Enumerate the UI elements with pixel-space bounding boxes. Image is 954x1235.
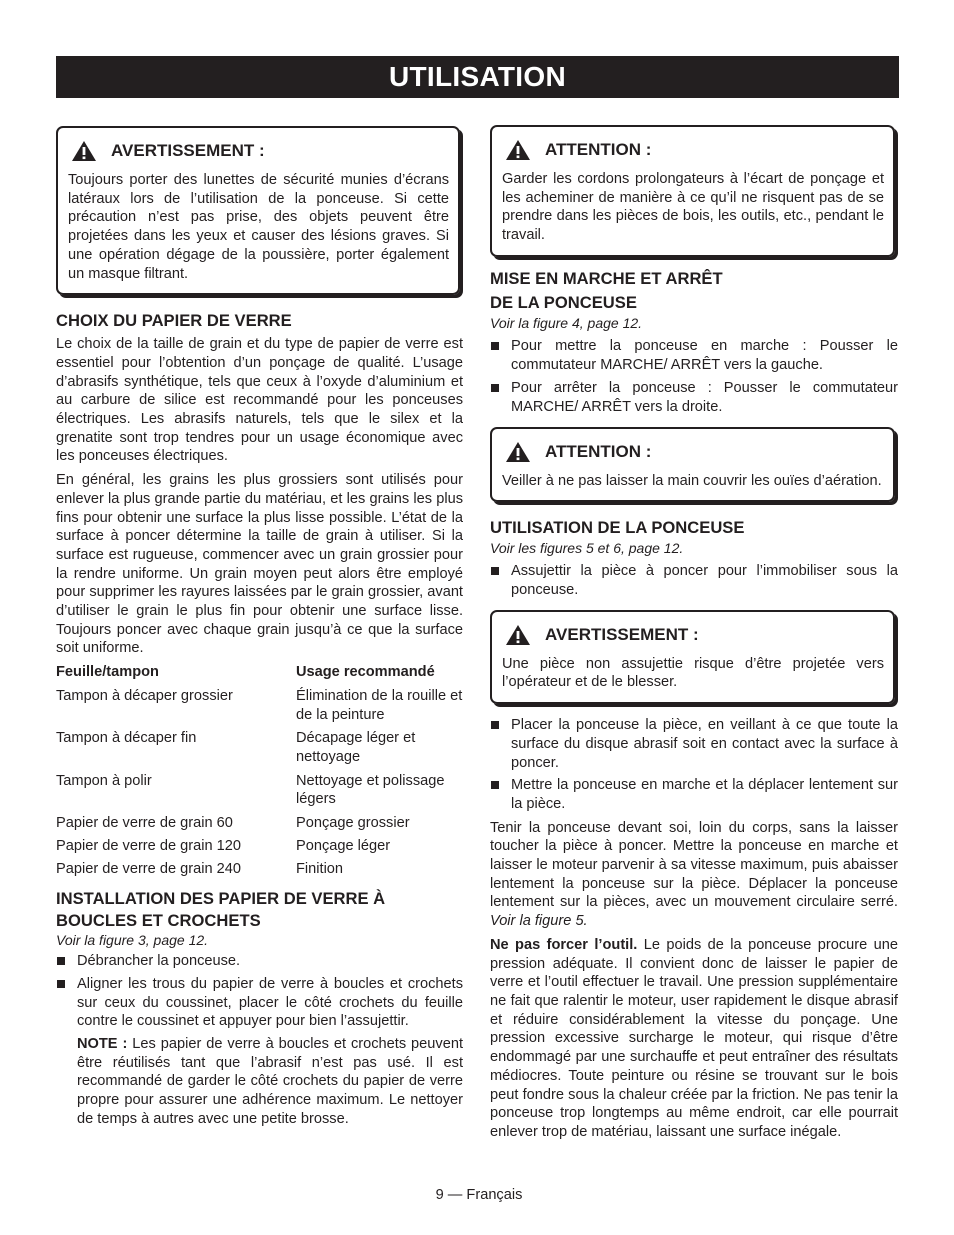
- table-cell: Tampon à polir: [56, 772, 152, 789]
- table-cell: Décapage léger et nettoyage: [296, 730, 416, 765]
- attention-header: [502, 139, 884, 161]
- section-heading-mise: [490, 267, 898, 315]
- warning-header: [502, 624, 884, 646]
- warning-box: [490, 610, 895, 704]
- table-row: [56, 860, 463, 879]
- sandpaper-table: [56, 663, 463, 878]
- list-item: Pour arrêter la ponceuse : Pousser le commutateur MARCHE/ ARRÊT vers la droite.: [490, 379, 898, 416]
- table-header-sheet: Feuille/tampon: [56, 664, 159, 681]
- force-paragraph: [490, 936, 898, 1142]
- note-label: NOTE :: [77, 1036, 128, 1053]
- heading-line: MISE EN MARCHE ET ARRÊT: [490, 268, 723, 288]
- choix-paragraph-2: En général, les grains les plus grossiers sont utilisés pour enlever la plus grande partie du matériau, et les grains les plus fins pour obtenir une surface la plus lisse possible. L’état de la surface à poncer détermine la taille de grain à utiliser. Si la surface est rugueuse, commencer avec un grain grossier pour la rendre uniforme. Un grain moyen peut alors être employé pour supprimer les rayures laissées par le grain grossier, avant d’utiliser le grain le plus fin pour obtenir une surface lisse. Toujours poncer avec chaque grain jusqu’à ce que la surface soit uniforme.: [56, 472, 463, 657]
- attention-header: [502, 441, 884, 463]
- table-row: [56, 687, 463, 729]
- attention-title: ATTENTION :: [545, 441, 652, 461]
- table-row: [56, 772, 463, 814]
- table-row: [56, 729, 463, 771]
- heading-line: DE LA PONCEUSE: [490, 292, 637, 312]
- table-cell: Tampon à décaper fin: [56, 730, 197, 747]
- list-item: Placer la ponceuse la pièce, en veillant à ce que toute la surface du disque abrasif soit en contact avec la surface à poncer.: [490, 716, 898, 772]
- warning-triangle-icon: [505, 441, 531, 463]
- list-item: Pour mettre la ponceuse en marche : Pousser le commutateur MARCHE/ ARRÊT vers la gauche.: [490, 337, 898, 374]
- utilisation-bullet-list: [490, 562, 898, 599]
- page-title-banner: UTILISATION: [56, 56, 899, 98]
- figure-reference: Voir la figure 3, page 12.: [56, 932, 209, 949]
- table-cell: Élimination de la rouille et de la peinture: [296, 687, 463, 723]
- warning-triangle-icon: [71, 140, 97, 162]
- figure-reference: Voir la figure 4, page 12.: [490, 314, 643, 331]
- paragraph-text: Le poids de la ponceuse procure une pression adéquate. Il convient donc de laisser le papier de verre et l’outil effectuer le travail. Une pression supplémentaire ne fait que ralentir le moteur, user rapidement le disque abrasif et réduire considérablement la vitesse du ponçage. Une pression excessive surcharge le moteur, qui risque d’être endommagé par une surchauffe et peut entraîner des résultats médiocres. Toute peinture ou résine se trouvant sur le bois peut fondre sous la chaleur créée par la friction. Ne pas tenir la ponceuse trop longtemps au même endroit, car elle pourrait enlever trop de matériau, laissant une surface inégale.: [490, 936, 899, 1140]
- figure-reference: Voir la figure 5.: [490, 913, 588, 930]
- mise-bullet-list: [490, 337, 898, 417]
- table-cell: Ponçage léger: [296, 837, 391, 854]
- section-heading-choix: CHOIX DU PAPIER DE VERRE: [56, 311, 292, 331]
- table-cell: Tampon à décaper grossier: [56, 687, 233, 704]
- paragraph-text: Tenir la ponceuse devant soi, loin du corps, sans la laisser toucher la pièce à poncer. Mettre la ponceuse en marche et laisser le moteur parvenir à sa vitesse maximum, puis abaisser lentement la ponceuse sur la pièce. Déplacer la ponceuse lentement sur la pièces, avec un mouvement circulaire serré.: [490, 819, 898, 911]
- figure-reference: Voir les figures 5 et 6, page 12.: [490, 540, 684, 557]
- list-item: Mettre la ponceuse en marche et la déplacer lentement sur la pièce.: [490, 776, 898, 813]
- placement-bullet-list: [490, 716, 898, 814]
- attention-title: ATTENTION :: [545, 140, 652, 159]
- warning-box: [56, 126, 460, 295]
- table-cell: Papier de verre de grain 120: [56, 837, 241, 854]
- table-row: [56, 837, 463, 860]
- note-text: Les papier de verre à boucles et crochets peuvent être réutilisés tant que l’abrasif n’est pas usé. Il est recommandé de garder le côté crochets du papier de verre propre pour assurer une adhérence maximum. Le nettoyer de temps à autres avec une petite brosse.: [77, 1036, 463, 1127]
- table-cell: Ponçage grossier: [296, 815, 410, 832]
- warning-title: AVERTISSEMENT :: [111, 141, 265, 160]
- bold-lead: Ne pas forcer l’outil.: [490, 936, 638, 953]
- heading-line: INSTALLATION DES PAPIER DE VERRE À: [56, 889, 386, 909]
- table-header-usage: Usage recommandé: [296, 664, 435, 681]
- install-note: [56, 1035, 463, 1129]
- warning-triangle-icon: [505, 624, 531, 646]
- warning-triangle-icon: [505, 139, 531, 161]
- warning-header: [68, 140, 449, 162]
- attention-box: [490, 427, 895, 503]
- choix-paragraph-1: Le choix de la taille de grain et du type de papier de verre est essentiel pour l’obtention d’un ponçage de qualité. L’usage d’abrasifs synthétique, tels que ceux à l’oxyde d’aluminium et au carbure de silice est recommandé pour les ponceuses électriques. Les abrasifs naturels, tels que le silex et la grenatite sont trop tendres pour un usage économique avec les ponceuses électriques.: [56, 336, 463, 465]
- table-row: [56, 814, 463, 837]
- right-column: [490, 125, 898, 1142]
- table-cell: Finition: [296, 860, 344, 877]
- page-number: 9 — Français: [435, 1187, 523, 1203]
- heading-line: BOUCLES ET CROCHETS: [56, 911, 261, 931]
- warning-title: AVERTISSEMENT :: [545, 624, 699, 644]
- warning-text: Une pièce non assujettie risque d’être projetée vers l’opérateur et de le blesser.: [502, 655, 884, 691]
- attention-box: [490, 125, 895, 257]
- section-heading-install: [56, 888, 463, 932]
- list-item: Aligner les trous du papier de verre à boucles et crochets sur ceux du coussinet, placer le côté crochets du feuille contre le coussinet et appuyer pour bien l’assujettir.: [56, 975, 463, 1031]
- install-bullet-list: [56, 952, 463, 1031]
- table-cell: Papier de verre de grain 60: [56, 815, 233, 832]
- list-item: Assujettir la pièce à poncer pour l’immobiliser sous la ponceuse.: [490, 562, 898, 599]
- table-cell: Nettoyage et polissage légers: [296, 772, 445, 808]
- attention-text: Garder les cordons prolongateurs à l’écart de ponçage et les acheminer de manière à ce qu’il ne risquent pas de se prendre dans les pièces de bois, les outils, etc., pendant le travail.: [502, 171, 884, 244]
- left-column: [56, 126, 463, 1129]
- section-heading-utilisation: UTILISATION DE LA PONCEUSE: [490, 518, 745, 538]
- tenir-paragraph: [490, 819, 898, 931]
- attention-text: Veiller à ne pas laisser la main couvrir les ouïes d’aération.: [502, 472, 882, 489]
- list-item: Débrancher la ponceuse.: [56, 952, 463, 971]
- table-header-row: [56, 663, 463, 687]
- table-cell: Papier de verre de grain 240: [56, 860, 241, 877]
- warning-text: Toujours porter des lunettes de sécurité munies d’écrans latéraux lors de l’utilisation de la ponceuse. Si cette précaution n’est pas prise, des objets peuvent être projetées dans les yeux et causer des lésions graves. Si une opération dégage de la poussière, porter également un masque filtrant.: [68, 172, 449, 282]
